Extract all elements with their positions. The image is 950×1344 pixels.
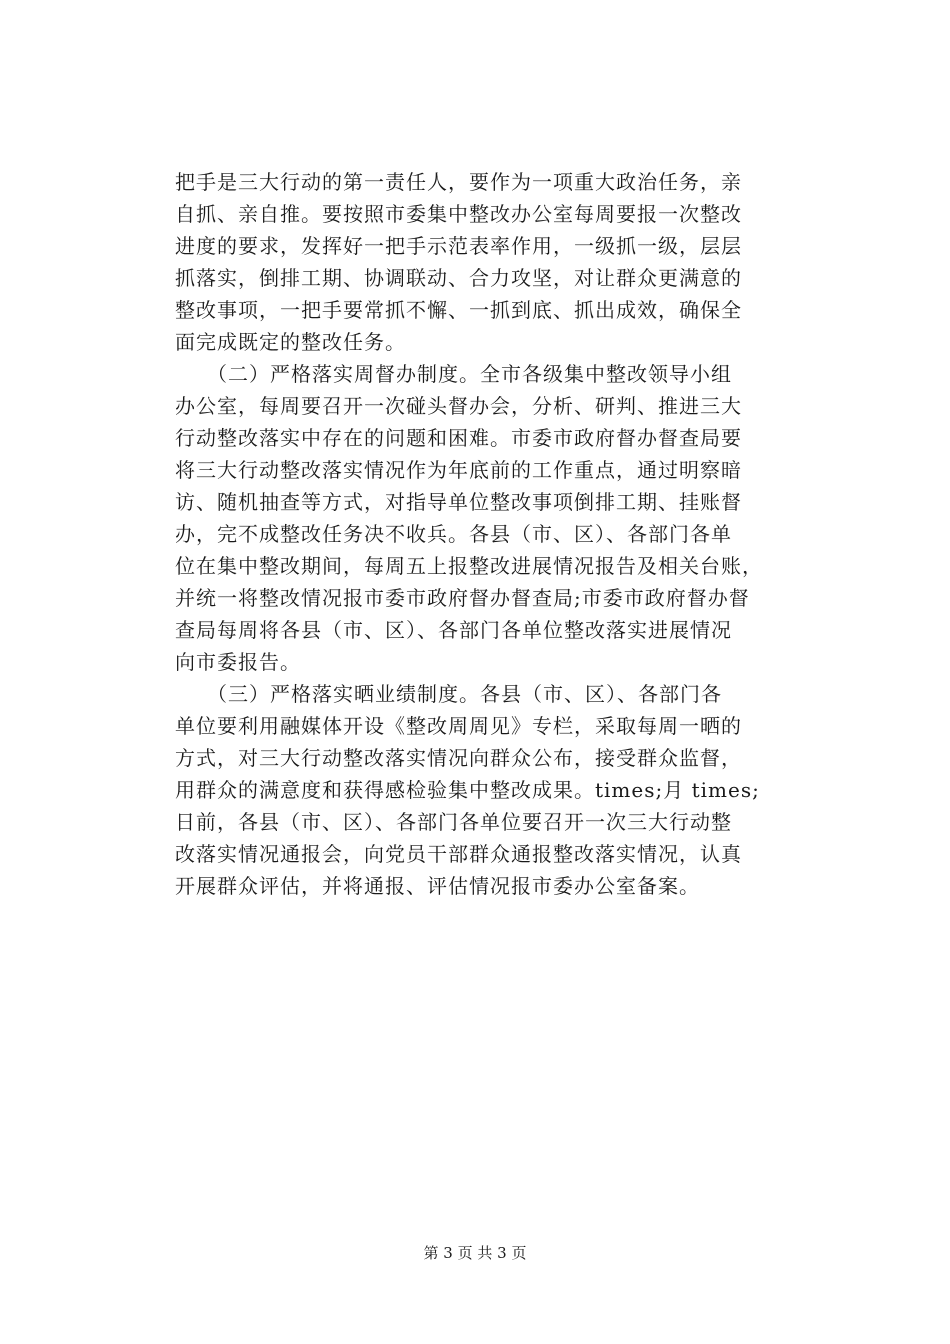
text-line: 改落实情况通报会，向党员干部群众通报整改落实情况，认真 [175, 842, 742, 866]
text-line: 日前，各县（市、区）、各部门各单位要召开一次三大行动整 [175, 810, 732, 834]
text-line: 进度的要求，发挥好一把手示范表率作用，一级抓一级，层层 [175, 234, 742, 258]
text-line: 查局每周将各县（市、区）、各部门各单位整改落实进展情况 [175, 618, 732, 642]
body-text [175, 166, 775, 902]
text-line: 开展群众评估，并将通报、评估情况报市委办公室备案。 [175, 874, 700, 898]
page-number-footer: 第 3 页 共 3 页 [423, 1244, 527, 1262]
text-line: 面完成既定的整改任务。 [175, 330, 406, 354]
text-line: 办，完不成整改任务决不收兵。各县（市、区）、各部门各单 [175, 522, 732, 546]
text-line: 位在集中整改期间，每周五上报整改进展情况报告及相关台账， [175, 554, 763, 578]
text-line: 把手是三大行动的第一责任人，要作为一项重大政治任务，亲 [175, 170, 742, 194]
text-line: 行动整改落实中存在的问题和困难。市委市政府督办督查局要 [175, 426, 742, 450]
text-line: 访、随机抽查等方式，对指导单位整改事项倒排工期、挂账督 [175, 490, 742, 514]
text-line: 方式，对三大行动整改落实情况向群众公布，接受群众监督， [175, 746, 742, 770]
text-line: 将三大行动整改落实情况作为年底前的工作重点，通过明察暗 [175, 458, 742, 482]
paragraph-3-start: （三）严格落实晒业绩制度。各县（市、区）、各部门各 [175, 682, 722, 706]
text-line: 自抓、亲自推。要按照市委集中整改办公室每周要报一次整改 [175, 202, 742, 226]
text-line: 整改事项，一把手要常抓不懈、一抓到底、抓出成效，确保全 [175, 298, 742, 322]
text-line: 抓落实，倒排工期、协调联动、合力攻坚，对让群众更满意的 [175, 266, 742, 290]
text-line: 向市委报告。 [175, 650, 301, 674]
text-line: 单位要利用融媒体开设《整改周周见》专栏，采取每周一晒的 [175, 714, 742, 738]
paragraph-2-start: （二）严格落实周督办制度。全市各级集中整改领导小组 [175, 362, 732, 386]
text-line: 并统一将整改情况报市委市政府督办督查局;市委市政府督办督 [175, 586, 750, 610]
text-line: 办公室，每周要召开一次碰头督办会，分析、研判、推进三大 [175, 394, 742, 418]
text-line: 用群众的满意度和获得感检验集中整改成果。times;月 times; [175, 778, 760, 802]
